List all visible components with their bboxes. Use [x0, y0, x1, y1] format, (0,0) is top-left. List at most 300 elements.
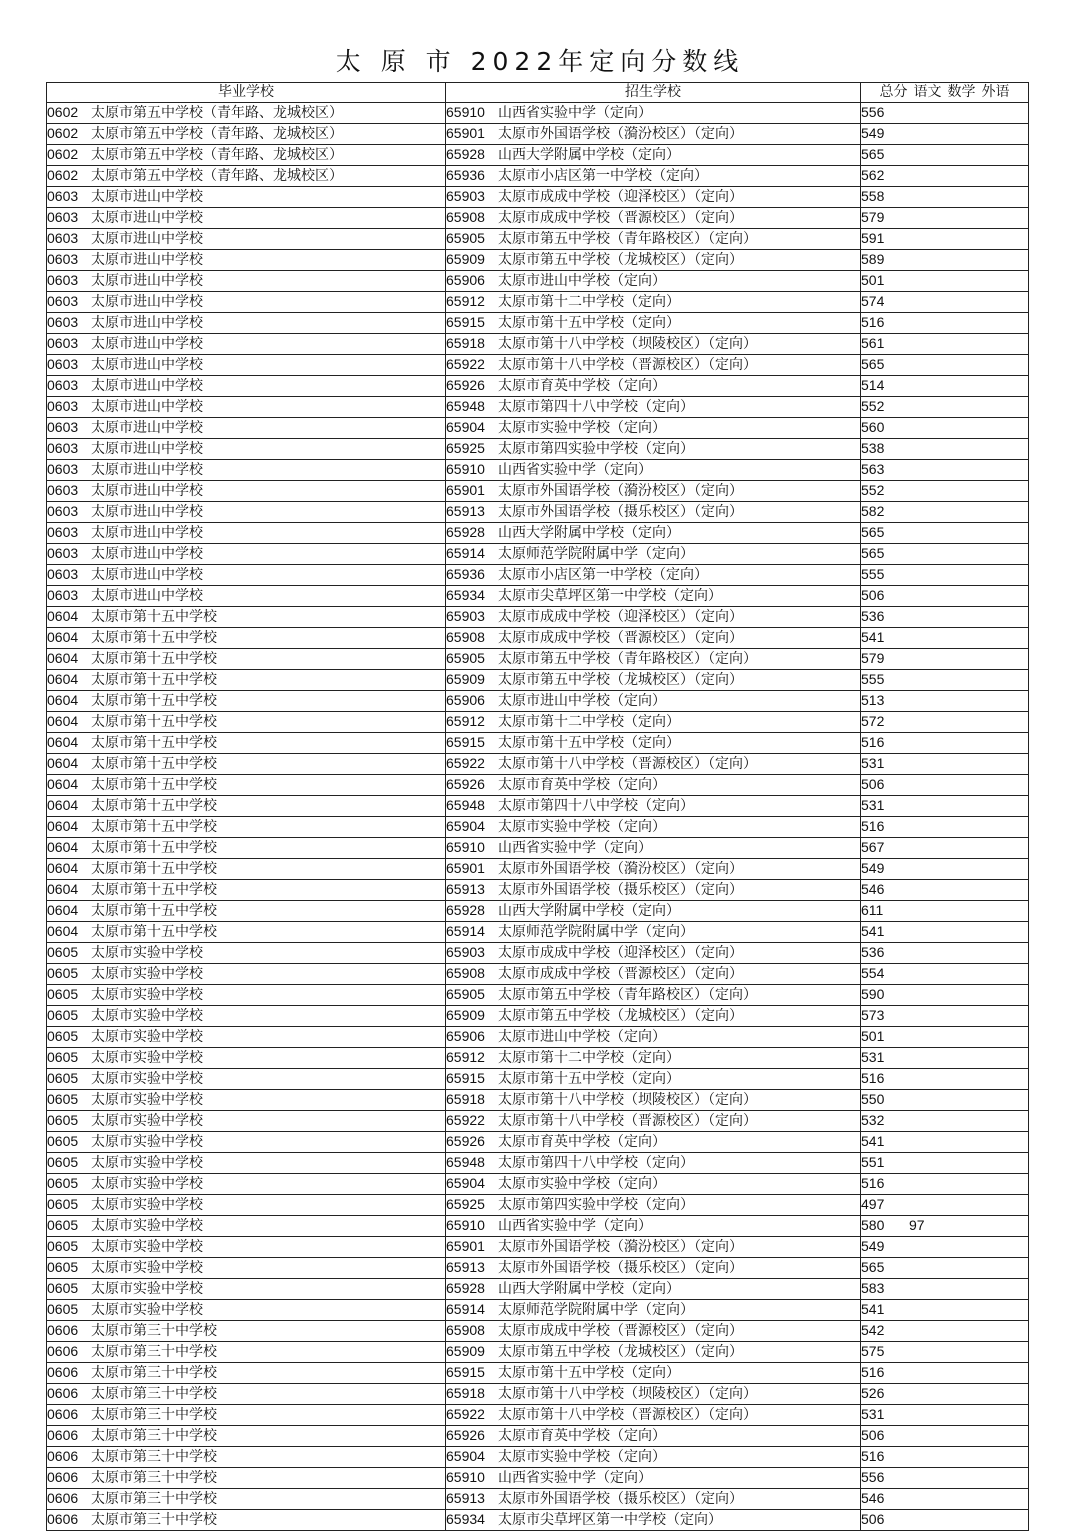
grad-school-name: 太原市进山中学校 [91, 210, 203, 227]
grad-school-code: 0602 [47, 167, 79, 184]
table-row [47, 1363, 1029, 1384]
admit-school-cell [446, 145, 861, 166]
total-score: 549 [861, 1238, 885, 1255]
admit-school-name: 太原市成成中学校（晋源校区）（定向） [498, 1323, 743, 1340]
admit-school-code: 65905 [446, 230, 485, 247]
grad-school-name: 太原市进山中学校 [91, 525, 203, 542]
admit-school-name: 太原市外国语学校（摄乐校区）（定向） [498, 882, 743, 899]
total-score: 538 [861, 440, 885, 457]
admit-school-name: 太原市第四十八中学校（定向） [498, 399, 694, 416]
admit-school-code: 65926 [446, 1133, 485, 1150]
total-score: 506 [861, 587, 885, 604]
total-score: 526 [861, 1385, 885, 1402]
score-cell [861, 901, 1029, 922]
table-row [47, 481, 1029, 502]
grad-school-code: 0606 [47, 1322, 79, 1339]
total-score: 579 [861, 650, 885, 667]
score-cell [861, 586, 1029, 607]
admit-school-name: 山西大学附属中学校（定向） [498, 903, 680, 920]
grad-school-name: 太原市第五中学校（青年路、龙城校区） [91, 105, 343, 122]
grad-school-name: 太原市实验中学校 [91, 966, 203, 983]
admit-school-cell [446, 607, 861, 628]
grad-school-cell [47, 523, 446, 544]
score-cell [861, 1426, 1029, 1447]
total-score: 516 [861, 734, 885, 751]
admit-school-cell [446, 1111, 861, 1132]
grad-school-cell [47, 1405, 446, 1426]
grad-school-code: 0603 [47, 230, 79, 247]
admit-school-cell [446, 880, 861, 901]
admit-school-code: 65926 [446, 776, 485, 793]
admit-school-name: 山西省实验中学（定向） [498, 840, 652, 857]
score-cell [861, 439, 1029, 460]
grad-school-cell [47, 964, 446, 985]
admit-school-cell [446, 1048, 861, 1069]
table-row [47, 544, 1029, 565]
admit-school-code: 65925 [446, 1196, 485, 1213]
admit-school-name: 太原市小店区第一中学校（定向） [498, 168, 708, 185]
grad-school-code: 0606 [47, 1343, 79, 1360]
grad-school-code: 0603 [47, 188, 79, 205]
admit-school-cell [446, 964, 861, 985]
table-row [47, 943, 1029, 964]
admit-school-code: 65909 [446, 671, 485, 688]
admit-school-cell [446, 334, 861, 355]
grad-school-code: 0603 [47, 419, 79, 436]
grad-school-code: 0604 [47, 797, 79, 814]
grad-school-cell [47, 397, 446, 418]
admit-school-cell [446, 1489, 861, 1510]
grad-school-cell [47, 250, 446, 271]
table-row [47, 607, 1029, 628]
grad-school-name: 太原市第三十中学校 [91, 1344, 217, 1361]
table-row [47, 1300, 1029, 1321]
score-cell [861, 670, 1029, 691]
admit-school-name: 太原市实验中学校（定向） [498, 1449, 666, 1466]
admit-school-cell [446, 292, 861, 313]
grad-school-name: 太原市进山中学校 [91, 462, 203, 479]
score-cell [861, 313, 1029, 334]
grad-school-name: 太原市实验中学校 [91, 1050, 203, 1067]
grad-school-code: 0604 [47, 629, 79, 646]
admit-school-code: 65915 [446, 1364, 485, 1381]
grad-school-cell [47, 1300, 446, 1321]
admit-school-name: 太原师范学院附属中学（定向） [498, 546, 694, 563]
admit-school-code: 65915 [446, 734, 485, 751]
grad-school-name: 太原市进山中学校 [91, 357, 203, 374]
table-row [47, 565, 1029, 586]
grad-school-code: 0605 [47, 1112, 79, 1129]
admit-school-cell [446, 733, 861, 754]
table-row [47, 1237, 1029, 1258]
admit-school-name: 太原市实验中学校（定向） [498, 819, 666, 836]
grad-school-name: 太原市实验中学校 [91, 1302, 203, 1319]
admit-school-cell [446, 250, 861, 271]
admit-school-code: 65936 [446, 566, 485, 583]
total-score: 541 [861, 629, 885, 646]
grad-school-code: 0606 [47, 1490, 79, 1507]
grad-school-code: 0602 [47, 104, 79, 121]
admit-school-code: 65918 [446, 1385, 485, 1402]
score-cell [861, 397, 1029, 418]
admit-school-code: 65910 [446, 839, 485, 856]
score-cell [861, 607, 1029, 628]
grad-school-name: 太原市进山中学校 [91, 294, 203, 311]
total-score: 560 [861, 419, 885, 436]
score-cell [861, 1216, 1029, 1237]
score-cell [861, 565, 1029, 586]
score-cell [861, 523, 1029, 544]
admit-school-cell [446, 229, 861, 250]
score-cell [861, 1153, 1029, 1174]
total-score: 536 [861, 608, 885, 625]
admit-school-name: 山西省实验中学（定向） [498, 1218, 652, 1235]
table-row [47, 145, 1029, 166]
table-row [47, 1384, 1029, 1405]
grad-school-cell [47, 292, 446, 313]
admit-school-cell [446, 313, 861, 334]
grad-school-name: 太原市实验中学校 [91, 1281, 203, 1298]
grad-school-cell [47, 1132, 446, 1153]
admit-school-name: 山西大学附属中学校（定向） [498, 525, 680, 542]
grad-school-name: 太原市第三十中学校 [91, 1449, 217, 1466]
grad-school-name: 太原市实验中学校 [91, 1197, 203, 1214]
admit-school-cell [446, 1279, 861, 1300]
table-row [47, 838, 1029, 859]
grad-school-cell [47, 481, 446, 502]
admit-school-name: 山西省实验中学（定向） [498, 105, 652, 122]
admit-school-cell [446, 1426, 861, 1447]
admit-school-code: 65912 [446, 713, 485, 730]
grad-school-name: 太原市第十五中学校 [91, 861, 217, 878]
grad-school-code: 0605 [47, 1154, 79, 1171]
total-score: 516 [861, 818, 885, 835]
grad-school-name: 太原市第十五中学校 [91, 903, 217, 920]
chinese-score: 97 [909, 1217, 925, 1234]
admit-school-name: 太原市第四实验中学校（定向） [498, 1197, 694, 1214]
admit-school-name: 太原市小店区第一中学校（定向） [498, 567, 708, 584]
admit-school-cell [446, 565, 861, 586]
grad-school-code: 0603 [47, 524, 79, 541]
admit-school-name: 太原市第五中学校（青年路校区）（定向） [498, 987, 757, 1004]
table-row [47, 670, 1029, 691]
table-row [47, 229, 1029, 250]
grad-school-code: 0602 [47, 146, 79, 163]
grad-school-code: 0604 [47, 692, 79, 709]
table-row [47, 187, 1029, 208]
grad-school-code: 0606 [47, 1385, 79, 1402]
total-score: 572 [861, 713, 885, 730]
score-cell [861, 1300, 1029, 1321]
total-score: 556 [861, 104, 885, 121]
admit-school-name: 太原市第五中学校（青年路校区）（定向） [498, 231, 757, 248]
grad-school-cell [47, 334, 446, 355]
grad-school-code: 0603 [47, 293, 79, 310]
grad-school-code: 0603 [47, 314, 79, 331]
admit-school-code: 65926 [446, 377, 485, 394]
grad-school-cell [47, 1468, 446, 1489]
admit-school-cell [446, 1237, 861, 1258]
score-cell [861, 943, 1029, 964]
grad-school-name: 太原市进山中学校 [91, 231, 203, 248]
total-score: 506 [861, 1427, 885, 1444]
header-total: 总分 [879, 84, 908, 101]
table-row [47, 166, 1029, 187]
score-cell [861, 922, 1029, 943]
grad-school-cell [47, 775, 446, 796]
admit-school-name: 太原市实验中学校（定向） [498, 420, 666, 437]
admit-school-name: 山西大学附属中学校（定向） [498, 147, 680, 164]
table-row [47, 1321, 1029, 1342]
table-row [47, 1153, 1029, 1174]
header-grad-school: 毕业学校 [47, 83, 446, 103]
grad-school-cell [47, 271, 446, 292]
grad-school-code: 0604 [47, 818, 79, 835]
grad-school-name: 太原市第十五中学校 [91, 630, 217, 647]
grad-school-name: 太原市进山中学校 [91, 399, 203, 416]
grad-school-code: 0605 [47, 965, 79, 982]
grad-school-name: 太原市第十五中学校 [91, 924, 217, 941]
grad-school-cell [47, 1384, 446, 1405]
grad-school-code: 0604 [47, 902, 79, 919]
grad-school-name: 太原市进山中学校 [91, 441, 203, 458]
admit-school-cell [446, 124, 861, 145]
total-score: 536 [861, 944, 885, 961]
admit-school-name: 太原市尖草坪区第一中学校（定向） [498, 588, 722, 605]
admit-school-cell [446, 1321, 861, 1342]
total-score: 575 [861, 1343, 885, 1360]
total-score: 549 [861, 125, 885, 142]
grad-school-cell [47, 1363, 446, 1384]
total-score: 497 [861, 1196, 885, 1213]
admit-school-code: 65905 [446, 986, 485, 1003]
header-admit-school: 招生学校 [446, 83, 861, 103]
admit-school-name: 太原市成成中学校（晋源校区）（定向） [498, 210, 743, 227]
grad-school-name: 太原市进山中学校 [91, 567, 203, 584]
grad-school-cell [47, 376, 446, 397]
grad-school-name: 太原市实验中学校 [91, 1008, 203, 1025]
admit-school-code: 65904 [446, 419, 485, 436]
grad-school-code: 0603 [47, 461, 79, 478]
grad-school-cell [47, 229, 446, 250]
grad-school-cell [47, 607, 446, 628]
grad-school-cell [47, 1174, 446, 1195]
grad-school-cell [47, 1216, 446, 1237]
admit-school-cell [446, 481, 861, 502]
grad-school-name: 太原市实验中学校 [91, 987, 203, 1004]
grad-school-name: 太原市实验中学校 [91, 1155, 203, 1172]
admit-school-name: 太原市第十五中学校（定向） [498, 735, 680, 752]
total-score: 561 [861, 335, 885, 352]
score-cell [861, 1237, 1029, 1258]
admit-school-name: 太原市育英中学校（定向） [498, 1428, 666, 1445]
header-scores [861, 83, 1029, 103]
total-score: 591 [861, 230, 885, 247]
header-english: 外语 [981, 84, 1010, 101]
table-row [47, 1216, 1029, 1237]
total-score: 516 [861, 1448, 885, 1465]
grad-school-code: 0603 [47, 545, 79, 562]
score-cell [861, 754, 1029, 775]
grad-school-cell [47, 208, 446, 229]
score-cell [861, 712, 1029, 733]
admit-school-code: 65909 [446, 251, 485, 268]
grad-school-code: 0606 [47, 1364, 79, 1381]
grad-school-cell [47, 166, 446, 187]
admit-school-name: 太原市第五中学校（青年路校区）（定向） [498, 651, 757, 668]
total-score: 554 [861, 965, 885, 982]
score-cell [861, 1258, 1029, 1279]
table-row [47, 817, 1029, 838]
table-row [47, 880, 1029, 901]
grad-school-name: 太原市进山中学校 [91, 315, 203, 332]
grad-school-cell [47, 1426, 446, 1447]
table-row [47, 103, 1029, 124]
table-row [47, 901, 1029, 922]
grad-school-name: 太原市进山中学校 [91, 588, 203, 605]
grad-school-name: 太原市实验中学校 [91, 1239, 203, 1256]
score-cell [861, 1489, 1029, 1510]
admit-school-code: 65934 [446, 587, 485, 604]
table-row [47, 397, 1029, 418]
total-score: 565 [861, 524, 885, 541]
grad-school-cell [47, 1447, 446, 1468]
total-score: 532 [861, 1112, 885, 1129]
grad-school-cell [47, 628, 446, 649]
total-score: 573 [861, 1007, 885, 1024]
grad-school-name: 太原市进山中学校 [91, 273, 203, 290]
grad-school-code: 0606 [47, 1469, 79, 1486]
total-score: 574 [861, 293, 885, 310]
admit-school-name: 太原市外国语学校（摄乐校区）（定向） [498, 1491, 743, 1508]
table-row [47, 754, 1029, 775]
grad-school-name: 太原市进山中学校 [91, 252, 203, 269]
admit-school-code: 65903 [446, 608, 485, 625]
admit-school-code: 65934 [446, 1511, 485, 1528]
total-score: 556 [861, 1469, 885, 1486]
score-cell [861, 1111, 1029, 1132]
admit-school-cell [446, 187, 861, 208]
admit-school-name: 太原市第四十八中学校（定向） [498, 1155, 694, 1172]
grad-school-cell [47, 817, 446, 838]
total-score: 565 [861, 356, 885, 373]
grad-school-code: 0604 [47, 650, 79, 667]
score-cell [861, 628, 1029, 649]
admit-school-name: 太原市第十八中学校（晋源校区）（定向） [498, 357, 757, 374]
grad-school-code: 0605 [47, 1091, 79, 1108]
grad-school-name: 太原市实验中学校 [91, 1218, 203, 1235]
admit-school-cell [446, 1153, 861, 1174]
score-cell [861, 481, 1029, 502]
grad-school-cell [47, 460, 446, 481]
grad-school-code: 0606 [47, 1448, 79, 1465]
score-cell [861, 859, 1029, 880]
grad-school-name: 太原市进山中学校 [91, 504, 203, 521]
admit-school-code: 65914 [446, 923, 485, 940]
admit-school-code: 65928 [446, 146, 485, 163]
table-header-row [47, 83, 1029, 103]
total-score: 555 [861, 566, 885, 583]
grad-school-code: 0606 [47, 1406, 79, 1423]
grad-school-name: 太原市第五中学校（青年路、龙城校区） [91, 147, 343, 164]
grad-school-name: 太原市第三十中学校 [91, 1365, 217, 1382]
total-score: 546 [861, 881, 885, 898]
grad-school-cell [47, 754, 446, 775]
grad-school-cell [47, 1153, 446, 1174]
admit-school-name: 太原市第十二中学校（定向） [498, 714, 680, 731]
header-chinese: 语文 [913, 84, 942, 101]
grad-school-name: 太原市第十五中学校 [91, 756, 217, 773]
table-row [47, 985, 1029, 1006]
admit-school-code: 65901 [446, 860, 485, 877]
grad-school-code: 0604 [47, 734, 79, 751]
score-cell [861, 502, 1029, 523]
score-cell [861, 1468, 1029, 1489]
grad-school-cell [47, 1237, 446, 1258]
grad-school-cell [47, 901, 446, 922]
admit-school-name: 山西省实验中学（定向） [498, 462, 652, 479]
total-score: 531 [861, 755, 885, 772]
admit-school-code: 65928 [446, 524, 485, 541]
admit-school-name: 太原市第五中学校（龙城校区）（定向） [498, 672, 743, 689]
admit-school-code: 65901 [446, 482, 485, 499]
grad-school-name: 太原市第三十中学校 [91, 1323, 217, 1340]
grad-school-name: 太原市第三十中学校 [91, 1491, 217, 1508]
admit-school-name: 太原市外国语学校（摄乐校区）（定向） [498, 1260, 743, 1277]
table-row [47, 586, 1029, 607]
admit-school-cell [446, 922, 861, 943]
table-row [47, 1468, 1029, 1489]
admit-school-code: 65904 [446, 1175, 485, 1192]
table-body [47, 103, 1029, 1531]
score-cell [861, 250, 1029, 271]
grad-school-cell [47, 1195, 446, 1216]
score-cell [861, 1069, 1029, 1090]
score-cell [861, 880, 1029, 901]
total-score: 552 [861, 482, 885, 499]
total-score: 542 [861, 1322, 885, 1339]
grad-school-name: 太原市第十五中学校 [91, 609, 217, 626]
score-cell [861, 271, 1029, 292]
grad-school-code: 0603 [47, 482, 79, 499]
table-row [47, 712, 1029, 733]
grad-school-name: 太原市第三十中学校 [91, 1407, 217, 1424]
score-cell [861, 817, 1029, 838]
total-score: 589 [861, 251, 885, 268]
admit-school-code: 65905 [446, 650, 485, 667]
grad-school-code: 0603 [47, 440, 79, 457]
admit-school-code: 65910 [446, 1217, 485, 1234]
grad-school-name: 太原市第十五中学校 [91, 819, 217, 836]
total-score: 531 [861, 1406, 885, 1423]
admit-school-cell [446, 691, 861, 712]
grad-school-name: 太原市进山中学校 [91, 336, 203, 353]
grad-school-name: 太原市进山中学校 [91, 546, 203, 563]
grad-school-cell [47, 145, 446, 166]
score-cell [861, 355, 1029, 376]
grad-school-code: 0605 [47, 1280, 79, 1297]
grad-school-cell [47, 103, 446, 124]
header-math: 数学 [947, 84, 976, 101]
grad-school-name: 太原市进山中学校 [91, 483, 203, 500]
score-cell [861, 1090, 1029, 1111]
table-row [47, 292, 1029, 313]
table-row [47, 250, 1029, 271]
grad-school-name: 太原市实验中学校 [91, 1071, 203, 1088]
admit-school-name: 太原市第十八中学校（坝陵校区）（定向） [498, 1386, 757, 1403]
table-row [47, 1195, 1029, 1216]
grad-school-code: 0605 [47, 1217, 79, 1234]
